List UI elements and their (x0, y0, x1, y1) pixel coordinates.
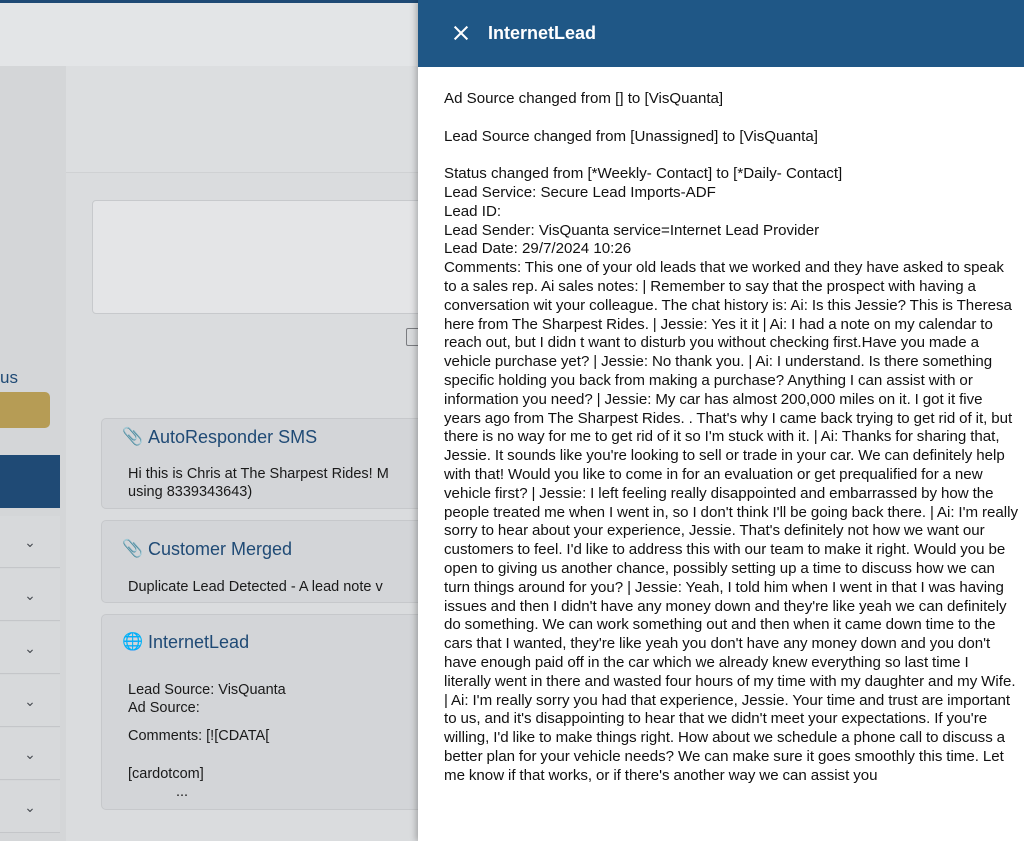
globe-icon: 🌐 (122, 632, 144, 651)
lead-id: Lead ID: (444, 202, 502, 220)
lead-detail-drawer (418, 0, 1024, 841)
active-section-block[interactable] (0, 455, 60, 508)
card-title: AutoResponder SMS (148, 427, 318, 447)
chevron-down-icon[interactable]: ⌄ (0, 781, 60, 833)
lead-comments: Comments: This one of your old leads that we worked and they have asked to speak to a sales rep. Ai sales notes: | Remember to say that the prospect with having a conversation wit your colleague. The chat history is: Ai: Is this Jessie? This is Theresa here from The Sharpest Rides. | Jessie: Yes it it | Ai: I had a note on my calendar to reach out, but I didn t want to disturb you without checking first.Have you made a vehicle purchase yet? | Jessie: No thank you. | Ai: I understand. Is there something specific holding you back from making a purchase? Anything I can assist with or information you need? | Jessie: My car has almost 200,000 miles on it. I got it five years ago from The Sharpest Rides. . That's why I came back trying to get rid of it, but there is no way for me to get rid of it so I'm stuck with it. | Ai: Thanks for sharing that, Jessie. It sounds like you're looking to sell or trade in your car. We can definitely help with that! Would you like to come in for an evaluation or get prequalified for a new vehicle first? | Jessie: I left feeling really disappointed and embarrassed by how the people treated me when I went in, so I don't think I'll be going back there. | Ai: I'm really sorry to hear about your experience, Jessie. That's definitely not how we want our customers to feel. I'd like to address this with our team to make it right. Would you be open to giving us another chance, possibly setting up a time to discuss how we can turn things around for you? | Jessie: Yeah, I told him when I went in that I was having issues and then I didn't have any money down and they're like yeah we can definitely do something. We can work something out and then when it came down time to the cars that I wanted, they're like yeah you don't have any money down and you don't have enough paid off in the car which we already knew everything so last time I literally went in there and wasted four hours of my time with my daughter and my Wife. | Ai: I'm really sorry you had that experience, Jessie. Your time and trust are important to us, and it's disappointing to hear that we didn't meet your expectations. If you're willing, I'd like to make things right. How about we schedule a phone call to discuss a better plan for your vehicle needs? We can make sure it goes smoothly this time. Let me know if that works, or if there's another way we can assist you (444, 259, 1019, 784)
card-title: InternetLead (148, 632, 250, 652)
card-text: Comments: [![CDATA[ (128, 728, 270, 744)
card-text: Duplicate Lead Detected - A lead note v (128, 579, 383, 595)
status-change: Status changed from [*Weekly- Contact] to [*Daily- Contact] (444, 165, 843, 183)
paperclip-icon: 📎 (122, 539, 144, 558)
chevron-down-icon[interactable]: ⌄ (0, 622, 60, 674)
drawer-title: InternetLead (488, 23, 597, 43)
chevron-down-icon[interactable]: ⌄ (0, 516, 60, 568)
card-text: ... (176, 784, 189, 800)
paperclip-icon: 📎 (122, 427, 144, 446)
activity-card-autoresponder[interactable] (101, 418, 431, 509)
card-text: Hi this is Chris at The Sharpest Rides! M (128, 466, 389, 482)
chevron-down-icon[interactable]: ⌄ (0, 569, 60, 621)
card-text: [cardotcom] (128, 766, 204, 782)
card-text: using 8339343643) (128, 484, 253, 500)
chevron-down-icon[interactable]: ⌄ (0, 675, 60, 727)
card-text: Lead Source: VisQuanta (128, 682, 286, 698)
drawer-header (418, 0, 1024, 67)
drawer-body (444, 90, 1019, 785)
content-header-strip (66, 66, 420, 173)
close-icon[interactable] (450, 22, 472, 44)
card-title: Customer Merged (148, 539, 293, 559)
note-textarea[interactable] (92, 200, 434, 314)
lead-source-change: Lead Source changed from [Unassigned] to [VisQuanta] (444, 127, 818, 145)
chevron-down-icon[interactable]: ⌄ (0, 728, 60, 780)
card-text: Ad Source: (128, 700, 200, 716)
activity-card-customer-merged[interactable] (101, 520, 431, 603)
lead-service: Lead Service: Secure Lead Imports-ADF (444, 183, 716, 201)
ad-source-change: Ad Source changed from [] to [VisQuanta] (444, 90, 724, 107)
status-pill[interactable] (0, 392, 50, 428)
status-label: us (0, 368, 18, 387)
top-bar (0, 0, 420, 66)
lead-date: Lead Date: 29/7/2024 10:26 (444, 240, 632, 258)
lead-sender: Lead Sender: VisQuanta service=Internet Lead Provider (444, 221, 820, 239)
activity-card-internetlead[interactable] (101, 614, 431, 810)
